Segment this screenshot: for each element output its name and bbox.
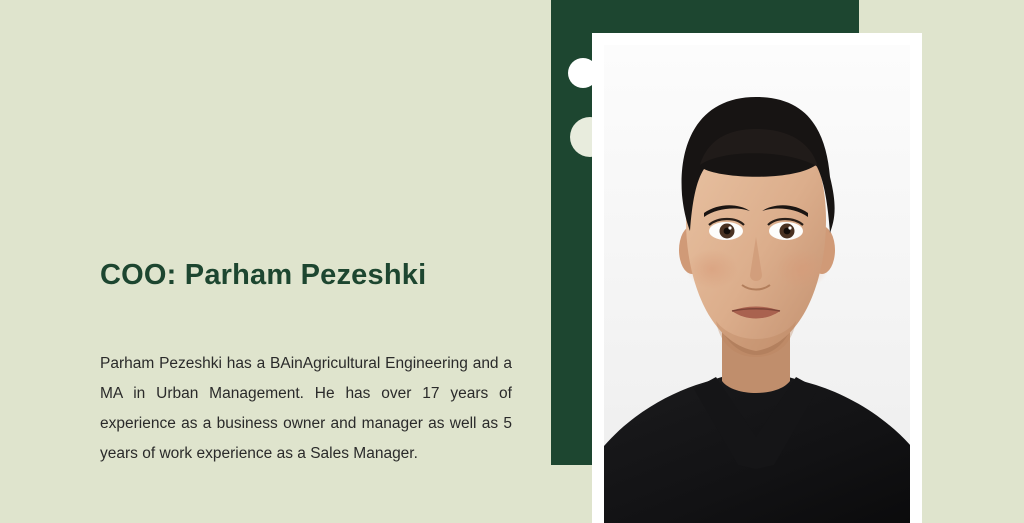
photo-card (592, 33, 922, 523)
text-block (100, 258, 515, 470)
page-title: COO: Parham Pezeshki (100, 259, 427, 291)
biography-text: Parham Pezeshki has a BAinAgricultural Engineering and a MA in Urban Management. He has over 17 years of experience as a business owner and manager as well as 5 years of work experience as a Sales Manager. (100, 354, 512, 463)
portrait-photo (604, 45, 910, 523)
